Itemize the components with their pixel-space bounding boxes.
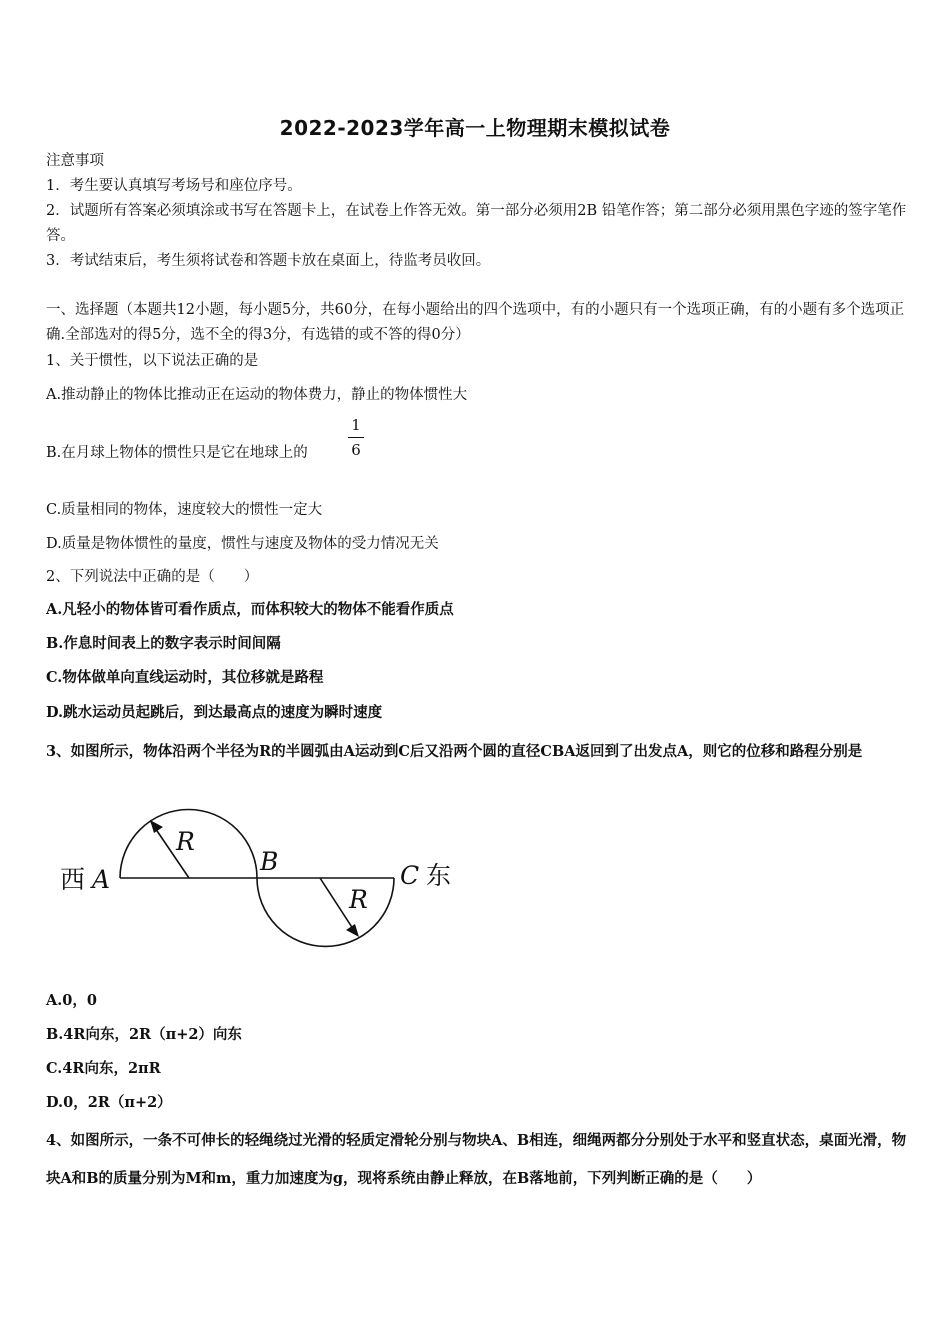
option: C.质量相同的物体，速度较大的惯性一定大 [46,502,323,518]
fraction-numerator: 1 [351,416,361,434]
section-heading: 一、选择题（本题共12小题，每小题5分，共60分，在每小题给出的四个选项中，有的小题只有一个选项正确，有的小题有多个选项正确.全部选对的得5分，选不全的得3分，有选错的或不答的得0分） [46,302,905,343]
option: D.跳水运动员起跳后，到达最高点的速度为瞬时速度 [46,704,383,721]
label-point-b: B [260,847,279,876]
label-radius-upper: R [176,827,195,856]
label-west: 西 [60,865,86,894]
option: B.作息时间表上的数字表示时间间隔 [46,635,281,652]
question-stem: 2、下列说法中正确的是（ ） [46,569,259,585]
option: D.0，2R（π+2） [46,1094,172,1111]
arrow-head-upper [150,820,163,833]
lower-semicircle [257,878,394,946]
option: B.4R向东，2R（π+2）向东 [46,1026,242,1043]
option: C.物体做单向直线运动时，其位移就是路程 [46,669,324,686]
label-radius-lower: R [349,885,368,914]
notice-item: 2．试题所有答案必须填涂或书写在答题卡上，在试卷上作答无效。第一部分必须用2B 铅笔作答；第二部分必须用黑色字迹的签字笔作答。 [46,203,907,244]
fraction-one-sixth [347,416,365,459]
question-stem: 3、如图所示，物体沿两个半径为R的半圆弧由A运动到C后又沿两个圆的直径CBA返回到了出发点A，则它的位移和路程分别是 [46,743,863,760]
option: A.推动静止的物体比推动正在运动的物体费力，静止的物体惯性大 [46,387,468,403]
option: A.凡轻小的物体皆可看作质点，而体积较大的物体不能看作质点 [46,601,454,618]
label-point-a: A [92,865,111,894]
question-stem: 4、如图所示，一条不可伸长的轻绳绕过光滑的轻质定滑轮分别与物块A、B相连，细绳两都分分别处于水平和竖直状态，桌面光滑，物块A和B的质量分别为M和m，重力加速度为g，现将系统由静止释放，在B落地前，下列判断正确的是（ ） [46,1132,907,1187]
fraction-bar [348,437,364,438]
semicircle-path-figure [52,808,472,958]
option: D.质量是物体惯性的量度，惯性与速度及物体的受力情况无关 [46,536,439,552]
option: B.在月球上物体的惯性只是它在地球上的 [46,445,308,461]
notice-item: 3．考试结束后，考生须将试卷和答题卡放在桌面上，待监考员收回。 [46,253,491,269]
notice-heading: 注意事项 [46,153,104,169]
notice-item: 1．考生要认真填写考场号和座位序号。 [46,178,302,194]
option: C.4R向东，2πR [46,1060,161,1077]
fraction-denominator: 6 [351,441,361,459]
page-title: 2022-2023学年高一上物理期末模拟试卷 [279,116,671,140]
label-point-c: C [400,861,420,890]
label-east: 东 [426,861,452,890]
arrow-head-lower [346,924,359,937]
question-stem: 1、关于惯性，以下说法正确的是 [46,353,259,369]
option: A.0，0 [46,992,97,1009]
